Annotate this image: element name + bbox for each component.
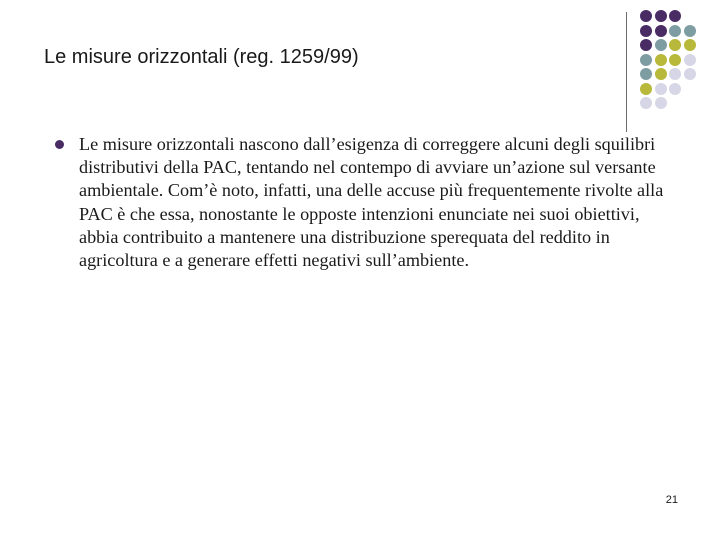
decorative-dot <box>655 54 667 66</box>
bullet-item <box>50 133 680 272</box>
decorative-dot <box>655 25 667 37</box>
decorative-dot <box>640 83 652 95</box>
decorative-dot <box>684 54 696 66</box>
decorative-dot <box>655 68 667 80</box>
decorative-dot <box>640 97 652 109</box>
decorative-dot <box>669 54 681 66</box>
decorative-dot <box>655 83 667 95</box>
decorative-dot <box>669 68 681 80</box>
decorative-dot <box>655 97 667 109</box>
decorative-dot <box>684 39 696 51</box>
decorative-dot <box>655 39 667 51</box>
decorative-dot <box>684 68 696 80</box>
decorative-dot <box>655 10 667 22</box>
bullet-dot-icon <box>55 140 64 149</box>
decorative-dot <box>684 25 696 37</box>
decorative-dot <box>640 39 652 51</box>
slide-number: 21 <box>665 494 678 506</box>
slide-title: Le misure orizzontali (reg. 1259/99) <box>44 46 359 68</box>
decorative-dot <box>669 39 681 51</box>
decorative-dot <box>669 10 681 22</box>
decorative-dot <box>640 54 652 66</box>
decorative-dot-grid <box>640 10 720 110</box>
vertical-divider-line <box>626 12 627 132</box>
decorative-dot <box>640 10 652 22</box>
decorative-dot <box>669 25 681 37</box>
bullet-text: Le misure orizzontali nascono dall’esigenza di correggere alcuni degli squilibri distributivi della PAC, tentando nel contempo di avviare un’azione sul versante ambientale. Com’è noto, infatti, una delle accuse più frequentemente rivolte alla PAC è che essa, nonostante le opposte intenzioni enunciate nei suoi obiettivi, abbia contribuito a mantenere una distribuzione sperequata del reddito in agricoltura e a generare effetti negativi sull’ambiente. <box>79 134 664 271</box>
decorative-dot <box>640 68 652 80</box>
bullet-list <box>50 133 680 272</box>
decorative-dot <box>669 83 681 95</box>
decorative-dot <box>640 25 652 37</box>
